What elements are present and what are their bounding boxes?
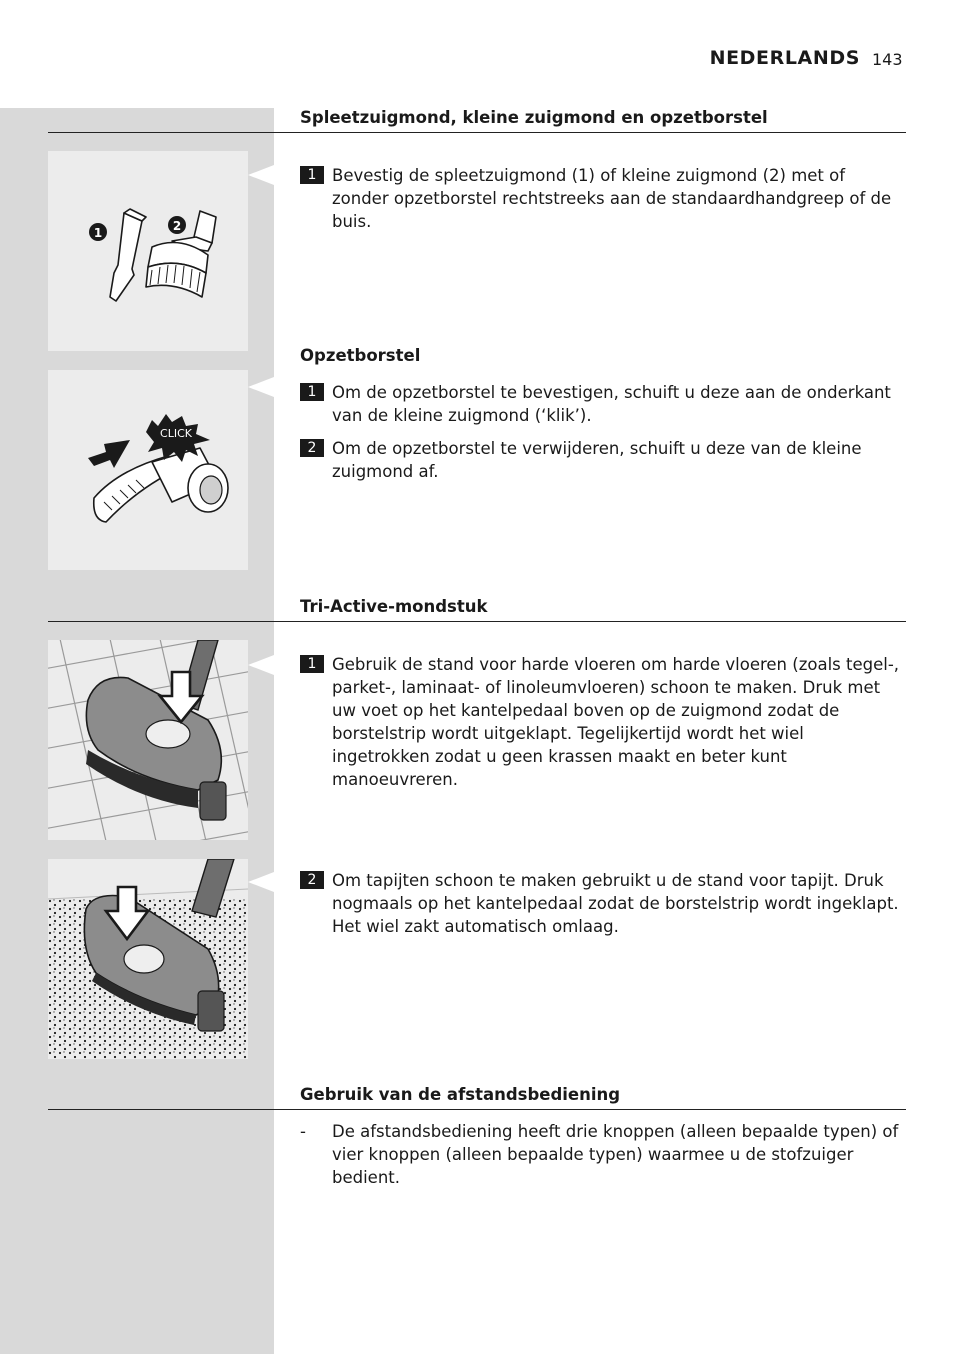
section-divider: [48, 1109, 906, 1110]
step-text: Om de opzetborstel te bevestigen, schuift u deze aan de onderkant van de kleine zuigmond (‘klik’).: [332, 383, 891, 425]
step-text: Om tapijten schoon te maken gebruikt u de stand voor tapijt. Druk nogmaals op het kantelpedaal zodat de borstelstrip wordt ingeklapt. Het wiel zakt automatisch omlaag.: [332, 871, 899, 936]
panel-pointer: [248, 872, 274, 892]
panel-pointer: [248, 377, 274, 397]
page-number: 143: [872, 50, 903, 69]
illustration-carpet-mode: [48, 859, 248, 1059]
step-item: [300, 164, 906, 233]
section-title-afstandsbediening: Gebruik van de afstandsbediening: [300, 1085, 621, 1104]
step-item: [300, 869, 906, 938]
section-divider: [48, 621, 906, 622]
step-number: 2: [300, 439, 324, 457]
figure-label-1: 1: [93, 226, 103, 240]
step-number: 2: [300, 871, 324, 889]
section-title-tri-active: Tri-Active-mondstuk: [300, 597, 488, 616]
step-text: Gebruik de stand voor harde vloeren om harde vloeren (zoals tegel-, parket-, laminaat- of linoleumvloeren) schoon te maken. Druk met uw voet op het kantelpedaal boven op de zuigmond zodat de borstelstrip wordt uitgeklapt. Tegelijkertijd wordt het wiel ingetrokken zodat u geen krassen maakt en beter kunt manoeuvreren.: [332, 655, 900, 789]
bullet-text: De afstandsbediening heeft drie knoppen (alleen bepaalde typen) of vier knoppen (alleen bepaalde typen) waarmee u de stofzuiger bedient.: [332, 1122, 899, 1187]
step-number: 1: [300, 383, 324, 401]
step-text: Bevestig de spleetzuigmond (1) of kleine zuigmond (2) met of zonder opzetborstel rechtstreeks aan de standaardhandgreep of de buis.: [332, 166, 892, 231]
bullet-item: [300, 1120, 906, 1189]
language-header: NEDERLANDS: [709, 47, 860, 69]
bullet-marker: -: [300, 1122, 306, 1141]
step-item: [300, 437, 906, 483]
step-number: 1: [300, 166, 324, 184]
step-number: 1: [300, 655, 324, 673]
section-title-spleetzuigmond: Spleetzuigmond, kleine zuigmond en opzetborstel: [300, 108, 768, 127]
step-text: Om de opzetborstel te verwijderen, schuift u deze van de kleine zuigmond af.: [332, 439, 862, 481]
illustration-hard-floor-mode: [48, 640, 248, 840]
figure-label-2: 2: [172, 219, 182, 233]
step-item: [300, 653, 906, 791]
panel-pointer: [248, 165, 274, 185]
step-item: [300, 381, 906, 427]
illustration-nozzles: [48, 151, 248, 351]
illustration-brush-click: [48, 370, 248, 570]
click-badge: CLICK: [160, 427, 192, 440]
section-title-opzetborstel: Opzetborstel: [300, 346, 421, 365]
section-divider: [48, 132, 906, 133]
panel-pointer: [248, 655, 274, 675]
